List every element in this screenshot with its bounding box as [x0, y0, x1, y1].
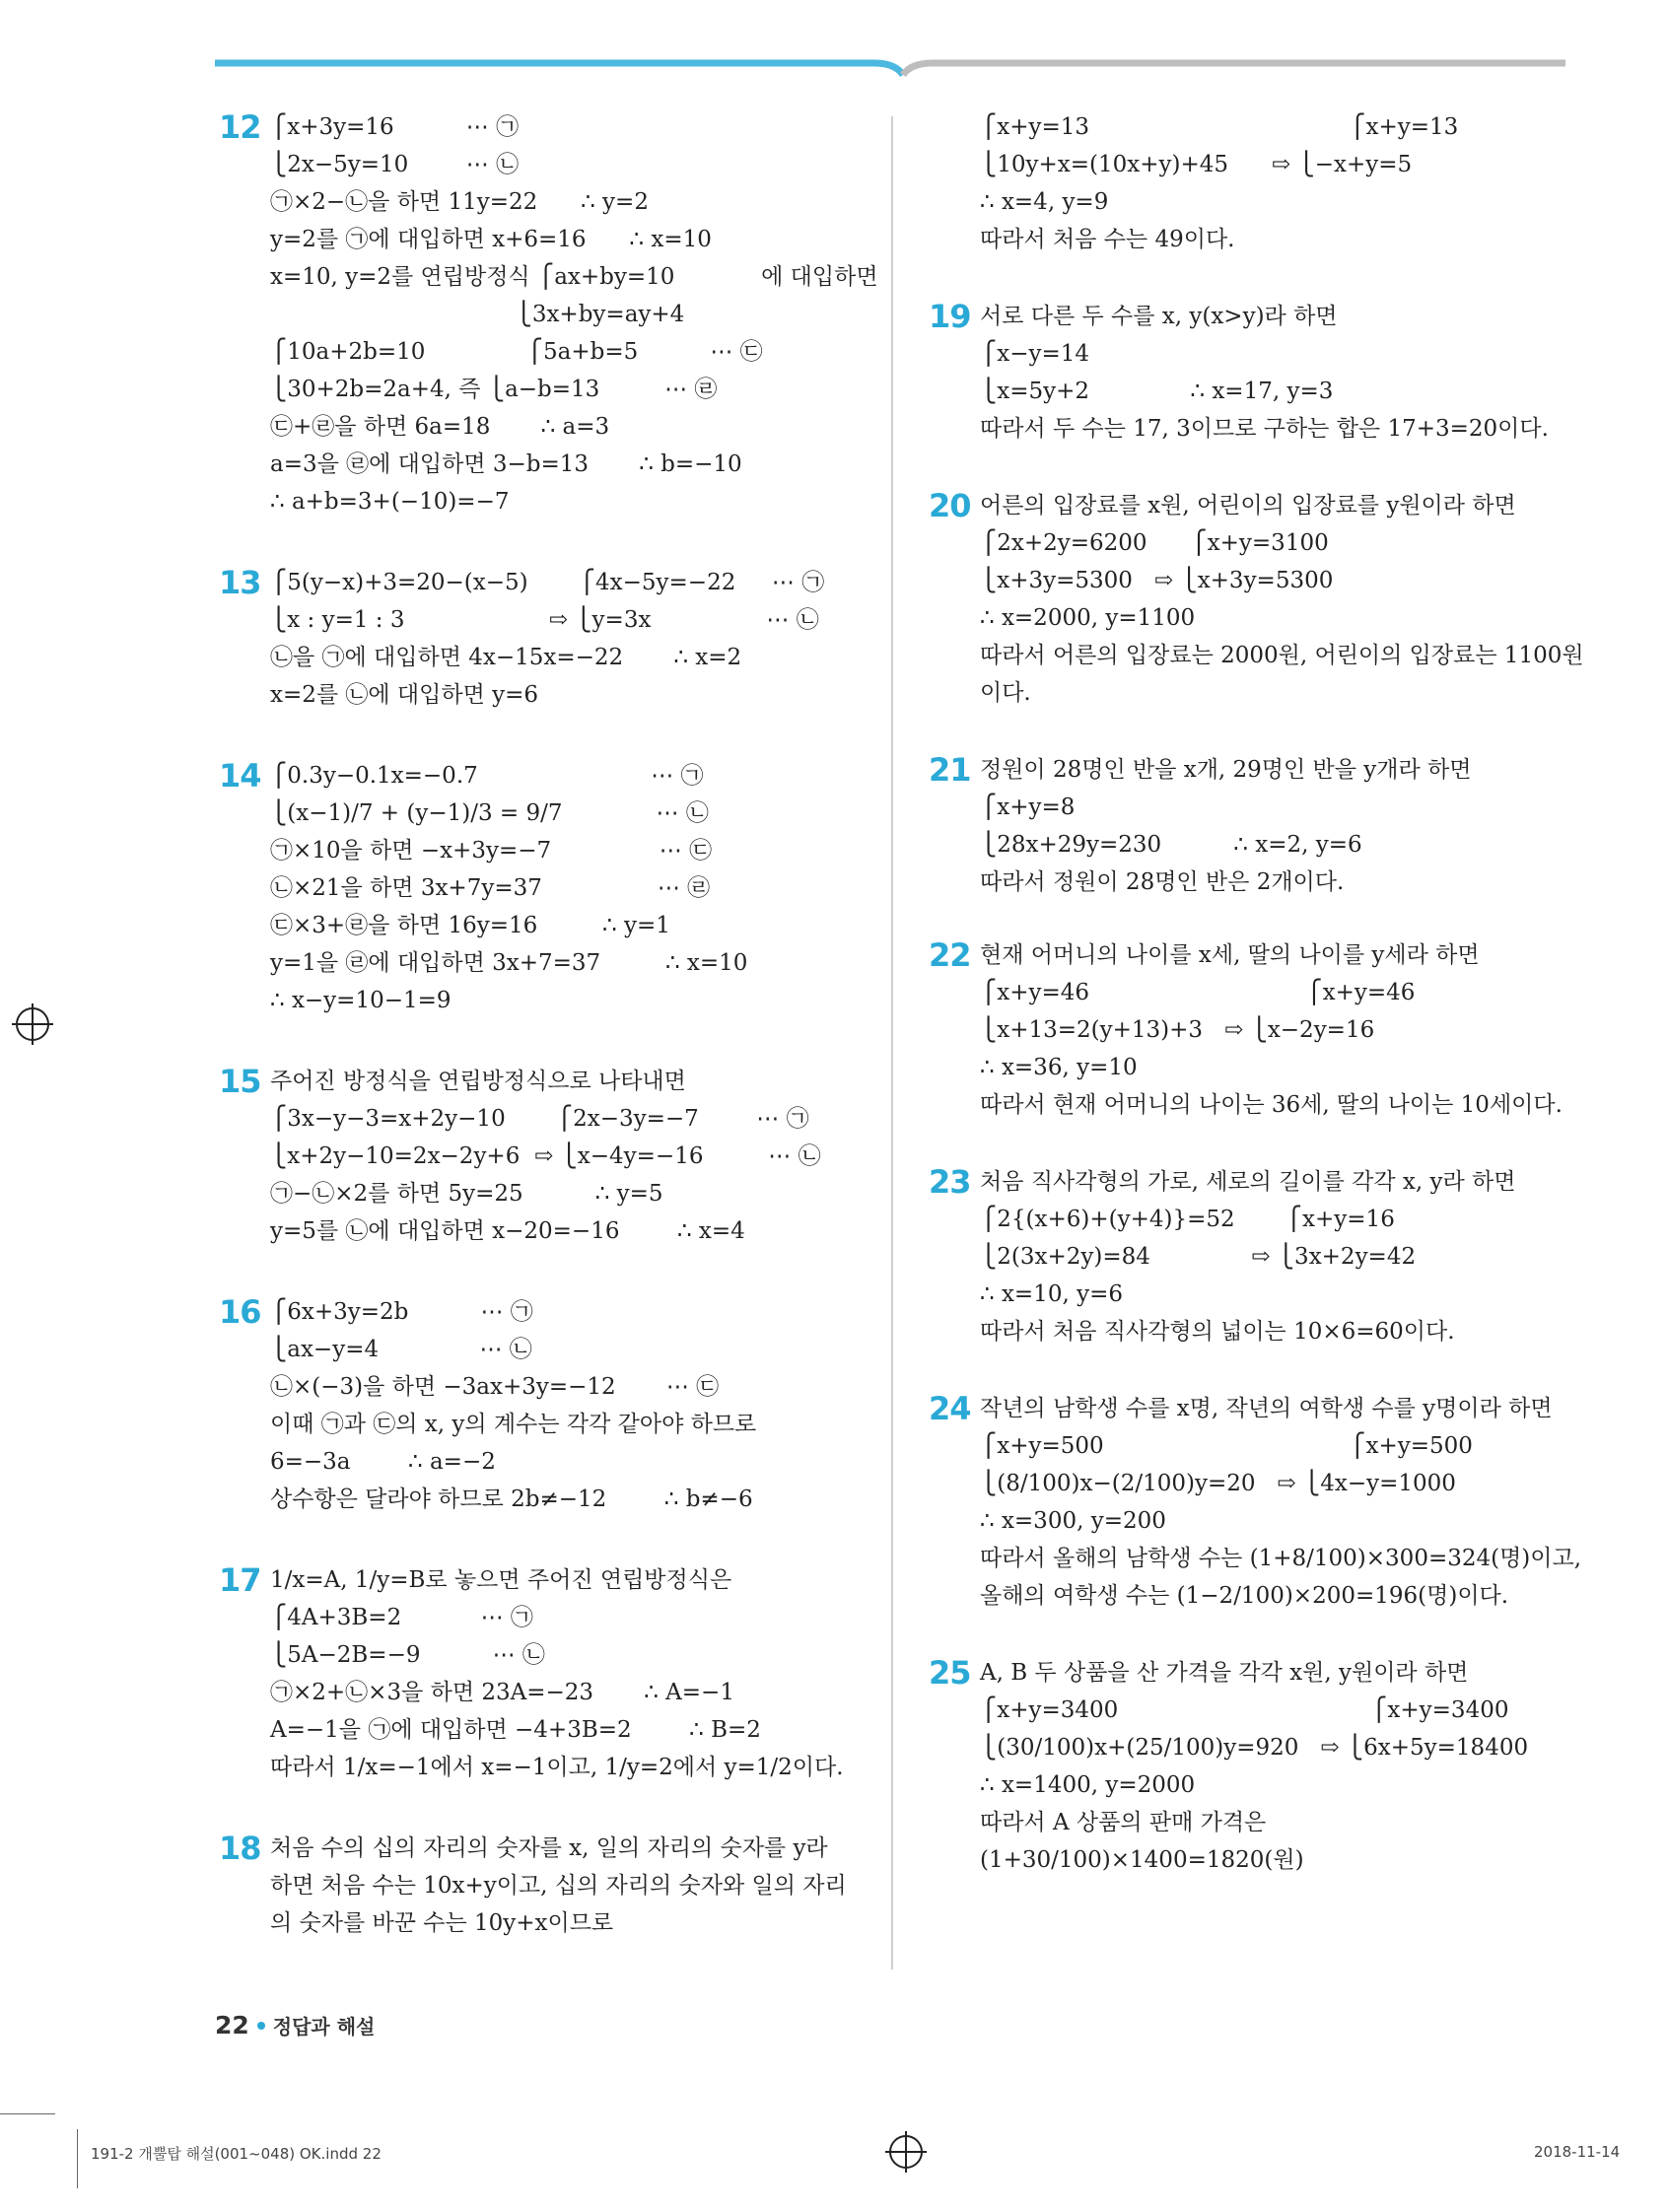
solution-line: ⎧x−y=14 — [980, 341, 1090, 367]
solution-line: 이때 ㉠과 ㉢의 x, y의 계수는 각각 같아야 하므로 — [270, 1412, 757, 1437]
footer-label: 정답과 해설 — [272, 2015, 376, 2039]
solution-line: 처음 직사각형의 가로, 세로의 길이를 각각 x, y라 하면 — [980, 1169, 1516, 1195]
solution-line: ⎩10y+x=(10x+y)+45 ⇨ ⎩−x+y=5 — [980, 152, 1413, 177]
solution-line: ∴ x−y=10−1=9 — [270, 988, 452, 1013]
solution-line: ⎩ax−y=4 ⋯ ㉡ — [270, 1337, 532, 1362]
problem-13 — [219, 564, 854, 714]
problem-20 — [929, 487, 1584, 712]
solution-line: 6=−3a ∴ a=−2 — [270, 1449, 496, 1475]
solution-line: y=1을 ㉣에 대입하면 3x+7=37 ∴ x=10 — [270, 950, 748, 976]
solution-line: ∴ x=10, y=6 — [980, 1281, 1123, 1307]
problem-25 — [929, 1654, 1573, 1879]
problem-number: 12 — [219, 108, 261, 146]
solution-line: 처음 수의 십의 자리의 숫자를 x, 일의 자리의 숫자를 y라 — [270, 1835, 828, 1861]
slug-date: 2018-11-14 — [1534, 2143, 1621, 2161]
solution-line: ∴ x=4, y=9 — [980, 189, 1109, 215]
left-column — [219, 108, 878, 1979]
solution-line: ⎧0.3y−0.1x=−0.7 ⋯ ㉠ — [270, 763, 704, 789]
solution-line: ⎩(x−1)/7 + (y−1)/3 = 9/7 ⋯ ㉡ — [270, 800, 709, 826]
solution-line: 따라서 두 수는 17, 3이므로 구하는 합은 17+3=20이다. — [980, 416, 1549, 442]
problem-19 — [929, 298, 1573, 448]
solution-line: ∴ x=2000, y=1100 — [980, 605, 1196, 631]
solution-line: ⎩x+2y−10=2x−2y+6 ⇨ ⎩x−4y=−16 ⋯ ㉡ — [270, 1143, 821, 1169]
problem-21 — [929, 751, 1573, 901]
solution-line: ⎩30+2b=2a+4, 즉 ⎩a−b=13 ⋯ ㉣ — [270, 377, 718, 402]
solution-line: 정원이 28명인 반을 x개, 29명인 반을 y개라 하면 — [980, 757, 1472, 783]
solution-line: ∴ a+b=3+(−10)=−7 — [270, 489, 510, 515]
solution-line: x=10, y=2를 연립방정식 ⎧ax+by=10 에 대입하면 — [270, 264, 878, 290]
problem-number: 20 — [929, 487, 971, 524]
problem-12 — [219, 108, 878, 520]
solution-line: ㉢×3+㉣을 하면 16y=16 ∴ y=1 — [270, 913, 670, 938]
solution-line: 이다. — [980, 680, 1031, 706]
problem-number: 24 — [929, 1390, 971, 1427]
problem-number: 25 — [929, 1654, 971, 1692]
solution-line: ⎧6x+3y=2b ⋯ ㉠ — [270, 1299, 533, 1325]
solution-line: 어른의 입장료를 x원, 어린이의 입장료를 y원이라 하면 — [980, 493, 1516, 518]
solution-line: ⎧x+3y=16 ⋯ ㉠ — [270, 114, 520, 140]
problem-17 — [219, 1561, 854, 1786]
problem-number: 23 — [929, 1163, 971, 1201]
solution-line: ㉢+㉣을 하면 6a=18 ∴ a=3 — [270, 414, 610, 440]
solution-line: 1/x=A, 1/y=B로 놓으면 주어진 연립방정식은 — [270, 1567, 732, 1593]
solution-line: ∴ x=1400, y=2000 — [980, 1772, 1196, 1798]
solution-line: ⎧x+y=13 ⎧x+y=13 — [980, 114, 1459, 140]
crop-mark — [0, 2113, 55, 2114]
problem-18 — [219, 1830, 854, 1942]
solution-line: ㉠−㉡×2를 하면 5y=25 ∴ y=5 — [270, 1181, 663, 1207]
solution-line: 작년의 남학생 수를 x명, 작년의 여학생 수를 y명이라 하면 — [980, 1396, 1553, 1421]
problem-number: 19 — [929, 298, 971, 335]
solution-line: ⎧x+y=46 ⎧x+y=46 — [980, 980, 1416, 1005]
solution-line: ⎧5(y−x)+3=20−(x−5) ⎧4x−5y=−22 ⋯ ㉠ — [270, 570, 825, 595]
solution-line: 따라서 올해의 남학생 수는 (1+8/100)×300=324(명)이고, — [980, 1546, 1582, 1571]
problem-23 — [929, 1163, 1573, 1350]
solution-line: ∴ x=300, y=200 — [980, 1508, 1166, 1534]
solution-line: 상수항은 달라야 하므로 2b≠−12 ∴ b≠−6 — [270, 1486, 753, 1512]
solution-line: 하면 처음 수는 10x+y이고, 십의 자리의 숫자와 일의 자리 — [270, 1873, 847, 1899]
solution-line: 따라서 정원이 28명인 반은 2개이다. — [980, 869, 1345, 895]
solution-line: 따라서 1/x=−1에서 x=−1이고, 1/y=2에서 y=1/2이다. — [270, 1755, 844, 1780]
problem-number: 15 — [219, 1063, 261, 1100]
solution-line: ⎩x+13=2(y+13)+3 ⇨ ⎩x−2y=16 — [980, 1017, 1375, 1043]
problem-continued — [933, 108, 1573, 258]
problem-number: 21 — [929, 751, 971, 789]
solution-line: ⎧4A+3B=2 ⋯ ㉠ — [270, 1605, 533, 1630]
solution-line: ⎩x+3y=5300 ⇨ ⎩x+3y=5300 — [980, 568, 1334, 593]
solution-line: ⎩(30/100)x+(25/100)y=920 ⇨ ⎩6x+5y=18400 — [980, 1735, 1529, 1761]
right-column — [929, 108, 1584, 1916]
problem-16 — [219, 1293, 854, 1518]
solution-line: a=3을 ㉣에 대입하면 3−b=13 ∴ b=−10 — [270, 451, 742, 477]
solution-line: 따라서 현재 어머니의 나이는 36세, 딸의 나이는 10세이다. — [980, 1092, 1563, 1118]
solution-line: ⎩3x+by=ay+4 — [270, 302, 685, 327]
solution-line: ⎩(8/100)x−(2/100)y=20 ⇨ ⎩4x−y=1000 — [980, 1471, 1456, 1496]
solution-line: ㉠×10을 하면 −x+3y=−7 ⋯ ㉢ — [270, 838, 713, 864]
solution-line: ⎧2x+2y=6200 ⎧x+y=3100 — [980, 530, 1329, 556]
solution-line: ⎧x+y=3400 ⎧x+y=3400 — [980, 1697, 1509, 1723]
solution-line: y=2를 ㉠에 대입하면 x+6=16 ∴ x=10 — [270, 227, 712, 252]
solution-line: (1+30/100)×1400=1820(원) — [980, 1847, 1304, 1873]
bullet-icon — [257, 2022, 265, 2030]
solution-line: ㉠×2−㉡을 하면 11y=22 ∴ y=2 — [270, 189, 649, 215]
solution-line: 의 숫자를 바꾼 수는 10y+x이므로 — [270, 1910, 614, 1936]
problem-24 — [929, 1390, 1582, 1615]
solution-line: ㉡을 ㉠에 대입하면 4x−15x=−22 ∴ x=2 — [270, 645, 742, 670]
problem-14 — [219, 757, 854, 1019]
slug-file-name: 191-2 개뿔탑 해설(001~048) OK.indd 22 — [91, 2145, 382, 2163]
solution-line: ⎩2(3x+2y)=84 ⇨ ⎩3x+2y=42 — [980, 1244, 1417, 1270]
solution-line: 서로 다른 두 수를 x, y(x>y)라 하면 — [980, 304, 1338, 329]
solution-line: A=−1을 ㉠에 대입하면 −4+3B=2 ∴ B=2 — [270, 1717, 761, 1743]
problem-number: 17 — [219, 1561, 261, 1599]
problem-number: 18 — [219, 1830, 261, 1867]
solution-line: y=5를 ㉡에 대입하면 x−20=−16 ∴ x=4 — [270, 1218, 745, 1244]
crop-mark — [77, 2129, 78, 2188]
page-number: 22 — [215, 2011, 249, 2039]
solution-line: ⎩28x+29y=230 ∴ x=2, y=6 — [980, 832, 1362, 858]
solution-line: ⎧2{(x+6)+(y+4)}=52 ⎧x+y=16 — [980, 1207, 1395, 1232]
solution-line: 주어진 방정식을 연립방정식으로 나타내면 — [270, 1069, 686, 1094]
registration-mark-icon — [889, 2135, 923, 2169]
solution-line: x=2를 ㉡에 대입하면 y=6 — [270, 682, 539, 708]
problem-15 — [219, 1063, 854, 1250]
solution-line: 따라서 처음 직사각형의 넓이는 10×6=60이다. — [980, 1319, 1455, 1345]
solution-line: 따라서 A 상품의 판매 가격은 — [980, 1810, 1267, 1835]
solution-line: ㉡×21을 하면 3x+7y=37 ⋯ ㉣ — [270, 875, 711, 901]
problem-number: 13 — [219, 564, 261, 601]
problem-22 — [929, 936, 1573, 1124]
problem-number: 22 — [929, 936, 971, 974]
page-footer — [215, 2011, 375, 2039]
solution-line: ⎧x+y=500 ⎧x+y=500 — [980, 1433, 1473, 1459]
solution-line: ⎩5A−2B=−9 ⋯ ㉡ — [270, 1642, 545, 1668]
solution-line: ⎧3x−y−3=x+2y−10 ⎧2x−3y=−7 ⋯ ㉠ — [270, 1106, 809, 1132]
solution-line: 따라서 어른의 입장료는 2000원, 어린이의 입장료는 1100원 — [980, 643, 1584, 668]
problem-number: 14 — [219, 757, 261, 795]
solution-line: ⎧10a+2b=10 ⎧5a+b=5 ⋯ ㉢ — [270, 339, 763, 365]
column-divider — [891, 116, 893, 1970]
solution-line: ∴ x=36, y=10 — [980, 1055, 1138, 1080]
header-decoration-bar — [215, 59, 1565, 79]
solution-line: ㉡×(−3)을 하면 −3ax+3y=−12 ⋯ ㉢ — [270, 1374, 720, 1400]
solution-line: ⎩2x−5y=10 ⋯ ㉡ — [270, 152, 520, 177]
solution-line: ㉠×2+㉡×3을 하면 23A=−23 ∴ A=−1 — [270, 1680, 734, 1705]
problem-number: 16 — [219, 1293, 261, 1331]
solution-line: ⎩x : y=1 : 3 ⇨ ⎩y=3x ⋯ ㉡ — [270, 607, 819, 633]
solution-line: ⎧x+y=8 — [980, 795, 1076, 820]
solution-line: 현재 어머니의 나이를 x세, 딸의 나이를 y세라 하면 — [980, 942, 1480, 968]
solution-line: ⎩x=5y+2 ∴ x=17, y=3 — [980, 379, 1334, 404]
solution-line: 따라서 처음 수는 49이다. — [980, 227, 1235, 252]
registration-mark-icon — [16, 1007, 49, 1041]
solution-line: A, B 두 상품을 산 가격을 각각 x원, y원이라 하면 — [980, 1660, 1469, 1686]
solution-line: 올해의 여학생 수는 (1−2/100)×200=196(명)이다. — [980, 1583, 1509, 1609]
